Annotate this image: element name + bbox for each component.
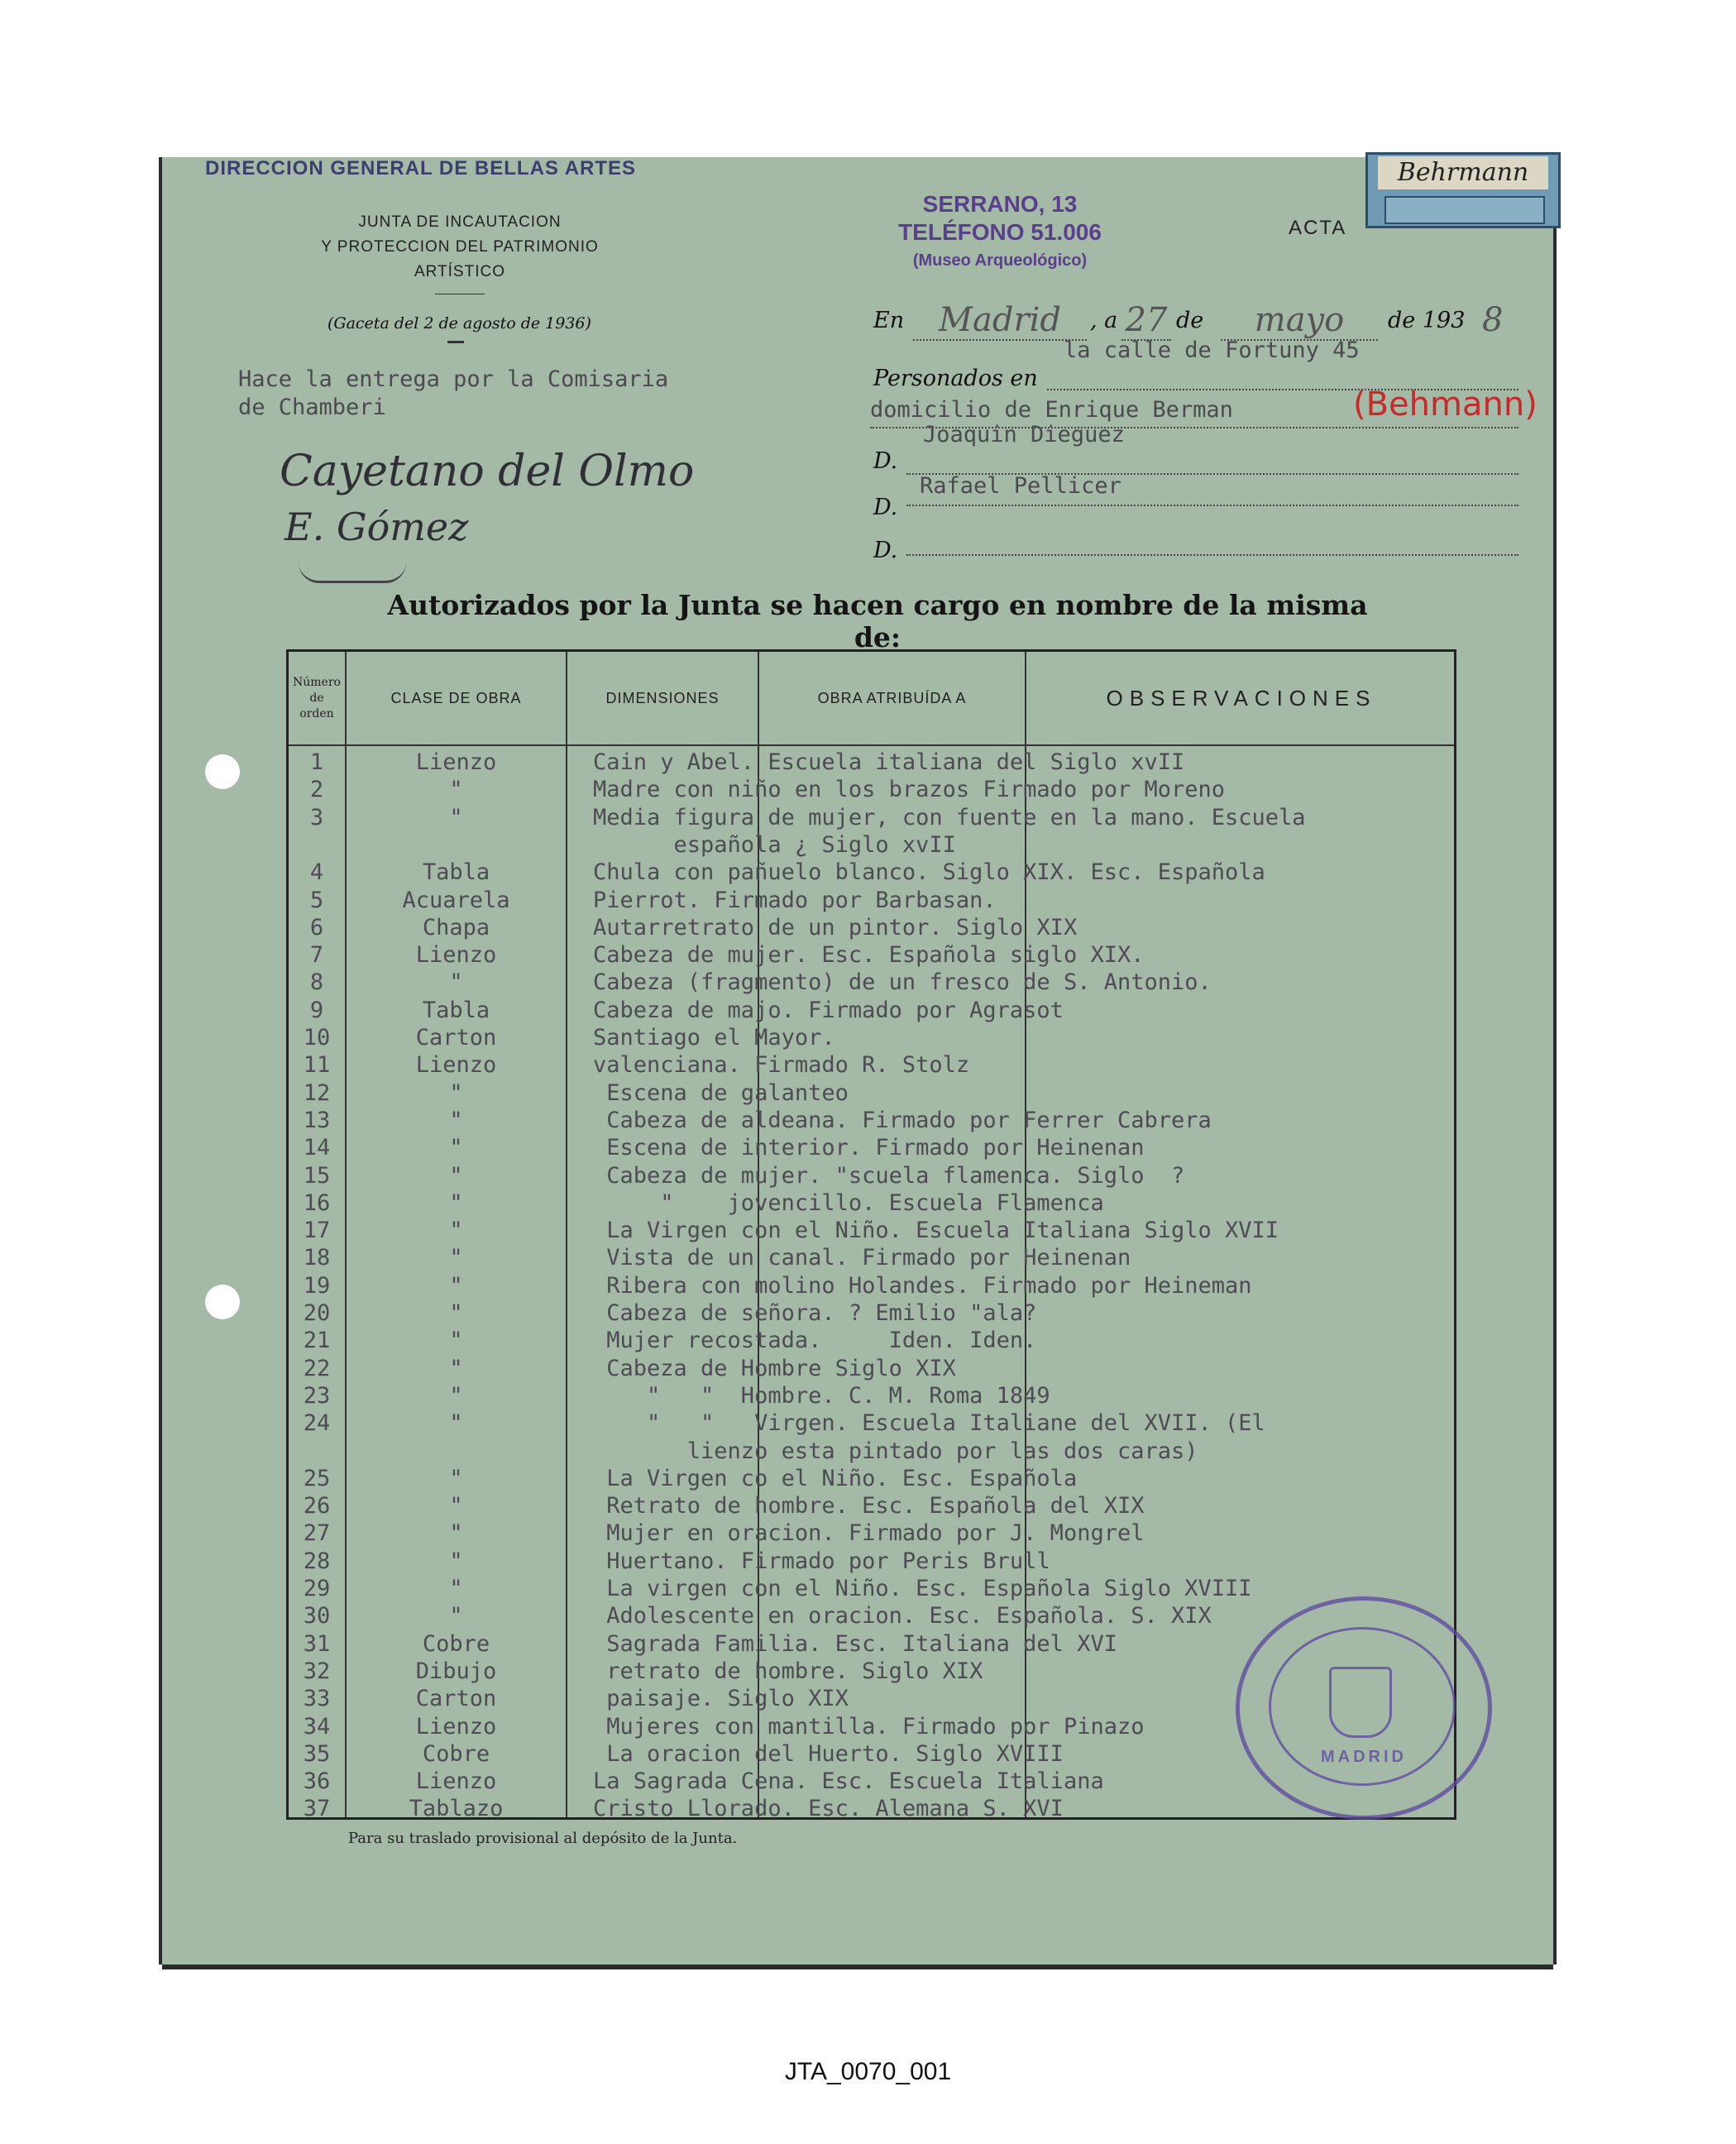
date-month: mayo xyxy=(1221,301,1378,341)
table-row xyxy=(289,1052,1459,1079)
row-class: " xyxy=(449,1603,463,1630)
punch-hole xyxy=(205,754,240,789)
column-header-number xyxy=(289,652,345,744)
row-description: Mujer recostada. Iden. Iden. xyxy=(593,1328,1037,1354)
row-number: 11 xyxy=(303,1052,331,1079)
row-number: 16 xyxy=(303,1189,331,1216)
tax-stamp xyxy=(1365,152,1561,228)
row-class: " xyxy=(449,1245,463,1271)
row-class: Dibujo xyxy=(415,1658,497,1684)
table-row xyxy=(289,1520,1459,1548)
row-description: Adolescente en oracion. Esc. Española. S. XIX xyxy=(593,1603,1212,1630)
row-number: 7 xyxy=(309,942,324,969)
person-2-line xyxy=(906,505,1518,506)
row-description: Cabeza de Hombre Siglo XIX xyxy=(593,1355,956,1381)
board-line-1: JUNTA DE INCAUTACION xyxy=(358,213,562,231)
date-de-label: de xyxy=(1176,308,1204,333)
address-stamp xyxy=(872,190,1128,275)
row-description: Sagrada Familia. Esc. Italiana del XVI xyxy=(593,1630,1117,1657)
row-number: 9 xyxy=(309,997,324,1023)
row-description: Mujeres con mantilla. Firmado por Pinazo xyxy=(593,1713,1145,1740)
row-description: Cabeza (fragmento) de un fresco de S. Antonio. xyxy=(593,969,1212,996)
row-number: 24 xyxy=(303,1410,331,1437)
row-description: Cabeza de mujer. Esc. Española siglo XIX. xyxy=(593,942,1145,969)
row-number: 37 xyxy=(303,1796,331,1822)
column-header-class: CLASE DE OBRA xyxy=(390,689,522,706)
date-a-label: , a xyxy=(1090,308,1118,333)
signature-flourish xyxy=(299,562,406,583)
table-row xyxy=(289,832,1459,859)
row-number: 28 xyxy=(303,1548,331,1574)
row-number: 10 xyxy=(303,1025,331,1050)
table-row xyxy=(289,1163,1459,1190)
date-year-label: de 193 xyxy=(1388,308,1466,333)
row-class: Cobre xyxy=(422,1740,490,1767)
row-description: Chula con pañuelo blanco. Siglo XIX. Esc. Española xyxy=(593,859,1265,886)
row-number: 6 xyxy=(309,914,324,940)
row-class: " xyxy=(449,1548,463,1574)
row-class: " xyxy=(449,1135,463,1161)
row-number: 34 xyxy=(303,1713,331,1740)
row-description: " " Virgen. Escuela Italiane del XVII. (El xyxy=(593,1410,1265,1437)
table-row xyxy=(289,1356,1459,1383)
person-2-prefix: D. xyxy=(873,495,898,520)
row-class: Acuarela xyxy=(402,887,510,913)
board-line-2: Y PROTECCION DEL PATRIMONIO xyxy=(321,238,599,256)
table-row xyxy=(289,1493,1459,1520)
row-number: 32 xyxy=(303,1658,331,1684)
row-description: Autarretrato de un pintor. Siglo XIX xyxy=(593,914,1078,940)
table-row xyxy=(289,1025,1459,1052)
row-description: Retrato de hombre. Esc. Española del XIX xyxy=(593,1493,1145,1519)
row-number: 29 xyxy=(303,1576,331,1601)
row-description: valenciana. Firmado R. Stolz xyxy=(593,1052,970,1079)
official-seal xyxy=(1236,1596,1492,1820)
row-description: Santiago el Mayor. xyxy=(593,1025,835,1050)
row-class: " xyxy=(449,804,463,830)
address-stamp-line-2: TELÉFONO 51.006 xyxy=(898,219,1102,245)
row-class: " xyxy=(449,1520,463,1547)
delivery-note xyxy=(238,366,668,422)
document-id: JTA_0070_001 xyxy=(784,2058,952,2085)
row-number: 2 xyxy=(309,777,324,803)
row-class: " xyxy=(449,1079,463,1106)
row-class: " xyxy=(449,1107,463,1133)
seal-text: MADRID xyxy=(1321,1748,1407,1766)
row-class: " xyxy=(449,1328,463,1354)
table-row xyxy=(289,998,1459,1025)
row-class: " xyxy=(449,1382,463,1409)
table-row xyxy=(289,1300,1459,1328)
row-description: Ribera con molino Holandes. Firmado por Heineman xyxy=(593,1272,1252,1299)
table-row xyxy=(289,1328,1459,1355)
gazette-reference: (Gaceta del 2 de agosto de 1936) xyxy=(328,314,591,333)
row-number: 4 xyxy=(309,859,324,886)
column-header-number-line: de xyxy=(309,691,324,705)
presence-correction: (Behmann) xyxy=(1353,385,1538,424)
acta-label: ACTA xyxy=(1289,217,1347,239)
row-class: Carton xyxy=(415,1686,497,1712)
person-2-name: Rafael Pellicer xyxy=(920,473,1121,499)
row-description: Madre con niño en los brazos Firmado por Moreno xyxy=(593,777,1226,803)
row-class: " xyxy=(449,1162,463,1189)
person-3-prefix: D. xyxy=(873,538,898,563)
row-description: Pierrot. Firmado por Barbasan. xyxy=(593,887,997,913)
tax-stamp-border xyxy=(1384,196,1545,224)
table-row xyxy=(289,1218,1459,1245)
document-sheet xyxy=(159,157,1557,1965)
row-description: Cabeza de señora. ? Emilio "ala? xyxy=(593,1300,1037,1326)
table-row xyxy=(289,1548,1459,1576)
table-row xyxy=(289,1273,1459,1300)
row-description: Cristo Llorado. Esc. Alemana S. XVI xyxy=(593,1796,1064,1822)
row-number: 31 xyxy=(303,1630,331,1657)
row-class: Lienzo xyxy=(415,942,497,969)
row-description: retrato de hombre. Siglo XIX xyxy=(593,1658,983,1684)
seal-coat-of-arms-icon xyxy=(1329,1667,1392,1738)
row-class: " xyxy=(449,1410,463,1437)
row-number: 20 xyxy=(303,1300,331,1326)
row-description: La Virgen con el Niño. Escuela Italiana Siglo XVII xyxy=(593,1218,1279,1244)
signature-1: Cayetano del Olmo xyxy=(280,447,695,496)
table-row xyxy=(289,1466,1459,1493)
row-class: Lienzo xyxy=(415,1052,497,1079)
table-row xyxy=(289,749,1459,777)
row-number: 12 xyxy=(303,1079,331,1106)
table-row xyxy=(289,1383,1459,1410)
presence-label: Personados en xyxy=(873,366,1038,391)
row-description: La virgen con el Niño. Esc. Española Siglo XVIII xyxy=(593,1576,1252,1601)
row-class: " xyxy=(449,1189,463,1216)
delivery-note-line-1: Hace la entrega por la Comisaria xyxy=(238,366,669,392)
column-header-observations: OBSERVACIONES xyxy=(1106,685,1377,711)
tax-stamp-label: Behrmann xyxy=(1378,156,1548,189)
row-number: 23 xyxy=(303,1382,331,1409)
row-description: Vista de un canal. Firmado por Heinenan xyxy=(593,1245,1131,1271)
header-rule xyxy=(289,744,1454,746)
row-class: Cobre xyxy=(422,1630,490,1657)
person-3-line xyxy=(906,554,1518,556)
date-city: Madrid xyxy=(913,301,1087,341)
row-number: 1 xyxy=(309,749,324,775)
column-header-number-line: Número xyxy=(293,675,341,689)
table-row xyxy=(289,1190,1459,1218)
row-description: La Virgen co el Niño. Esc. Española xyxy=(593,1465,1078,1491)
row-number: 27 xyxy=(303,1520,331,1547)
row-description: Cabeza de aldeana. Firmado por Ferrer Cabrera xyxy=(593,1107,1212,1133)
punch-hole xyxy=(205,1285,240,1319)
row-description: " " Hombre. C. M. Roma 1849 xyxy=(593,1382,1050,1409)
address-stamp-line-1: SERRANO, 13 xyxy=(922,191,1078,217)
row-description: lienzo esta pintado por las dos caras) xyxy=(593,1438,1198,1464)
row-description: Media figura de mujer, con fuente en la mano. Escuela xyxy=(593,804,1306,830)
row-number: 35 xyxy=(303,1740,331,1767)
presence-street: la calle de Fortuny 45 xyxy=(1064,337,1360,363)
table-row xyxy=(289,777,1459,804)
row-description: Mujer en oracion. Firmado por J. Mongrel xyxy=(593,1520,1145,1547)
row-class: " xyxy=(449,1300,463,1326)
authorized-heading: Autorizados por la Junta se hacen cargo en nombre de la misma de: xyxy=(387,589,1368,653)
row-number: 15 xyxy=(303,1162,331,1189)
row-number: 21 xyxy=(303,1328,331,1354)
row-class: " xyxy=(449,1272,463,1299)
row-number: 3 xyxy=(309,804,324,830)
footer-note: Para su traslado provisional al depósito de la Junta. xyxy=(348,1830,738,1847)
row-number: 19 xyxy=(303,1272,331,1299)
row-description: La Sagrada Cena. Esc. Escuela Italiana xyxy=(593,1768,1104,1795)
row-class: " xyxy=(449,969,463,996)
row-class: Lienzo xyxy=(415,1713,497,1740)
row-number: 36 xyxy=(303,1768,331,1795)
person-1-name: Joaquin Dieguez xyxy=(923,422,1125,447)
row-description: española ¿ Siglo xvII xyxy=(593,831,956,858)
column-header-number-line: orden xyxy=(299,706,334,720)
row-number: 18 xyxy=(303,1245,331,1271)
row-number: 17 xyxy=(303,1218,331,1244)
table-row xyxy=(289,1080,1459,1108)
ornament xyxy=(447,341,464,348)
row-description: " jovencillo. Escuela Flamenca xyxy=(593,1189,1104,1216)
column-header-dimensions: DIMENSIONES xyxy=(605,689,720,706)
row-class: " xyxy=(449,777,463,803)
row-description: Cain y Abel. Escuela italiana del Siglo xvII xyxy=(593,749,1185,775)
row-class: Carton xyxy=(415,1025,497,1050)
table-row xyxy=(289,888,1459,915)
table-row xyxy=(289,915,1459,942)
row-number: 26 xyxy=(303,1493,331,1519)
presence-domicile: domicilio de Enrique Berman xyxy=(870,397,1233,423)
row-class: Tabla xyxy=(422,997,490,1023)
table-row xyxy=(289,1438,1459,1466)
row-description: paisaje. Siglo XIX xyxy=(593,1686,849,1712)
row-number: 33 xyxy=(303,1686,331,1712)
row-class: Lienzo xyxy=(415,749,497,775)
row-class: " xyxy=(449,1218,463,1244)
row-number: 14 xyxy=(303,1135,331,1161)
row-class: Lienzo xyxy=(415,1768,497,1795)
table-row xyxy=(289,1135,1459,1162)
table-row xyxy=(289,1410,1459,1438)
row-description: Escena de interior. Firmado por Heinenan xyxy=(593,1135,1145,1161)
row-number: 13 xyxy=(303,1107,331,1133)
person-1-prefix: D. xyxy=(873,448,898,474)
table-row xyxy=(289,805,1459,832)
date-day: 27 xyxy=(1121,301,1171,341)
board-line-3: ARTÍSTICO xyxy=(414,263,505,280)
row-number: 8 xyxy=(309,969,324,996)
row-number: 5 xyxy=(309,887,324,913)
row-class: " xyxy=(449,1465,463,1491)
table-row xyxy=(289,969,1459,997)
row-class: Tabla xyxy=(422,859,490,886)
date-en-label: En xyxy=(873,308,905,333)
row-description: Escena de galanteo xyxy=(593,1079,849,1106)
table-row xyxy=(289,942,1459,969)
delivery-note-line-2: de Chamberi xyxy=(238,395,386,420)
row-class: Chapa xyxy=(422,914,490,940)
row-number: 30 xyxy=(303,1603,331,1630)
table-row xyxy=(289,1576,1459,1603)
row-class: " xyxy=(449,1576,463,1601)
date-year-digit: 8 xyxy=(1482,301,1504,339)
row-description: Cabeza de mujer. "scuela flamenca. Siglo ? xyxy=(593,1162,1185,1189)
institution-heading: DIRECCION GENERAL DE BELLAS ARTES xyxy=(205,157,637,179)
table-row xyxy=(289,1245,1459,1272)
row-description: Huertano. Firmado por Peris Brull xyxy=(593,1548,1050,1574)
address-stamp-line-3: (Museo Arqueológico) xyxy=(912,251,1088,270)
row-description: Cabeza de majo. Firmado por Agrasot xyxy=(593,997,1064,1023)
table-row xyxy=(289,859,1459,887)
row-class: " xyxy=(449,1355,463,1381)
row-class: Tablazo xyxy=(409,1796,504,1822)
table-row xyxy=(289,1108,1459,1135)
column-header-attribution: OBRA ATRIBUÍDA A xyxy=(817,689,967,706)
row-class: " xyxy=(449,1493,463,1519)
row-number: 22 xyxy=(303,1355,331,1381)
row-description: La oracion del Huerto. Siglo XVIII xyxy=(593,1740,1064,1767)
row-number: 25 xyxy=(303,1465,331,1491)
board-name xyxy=(286,210,634,285)
table-row xyxy=(289,1796,1459,1823)
signature-2: E. Gómez xyxy=(285,505,469,549)
